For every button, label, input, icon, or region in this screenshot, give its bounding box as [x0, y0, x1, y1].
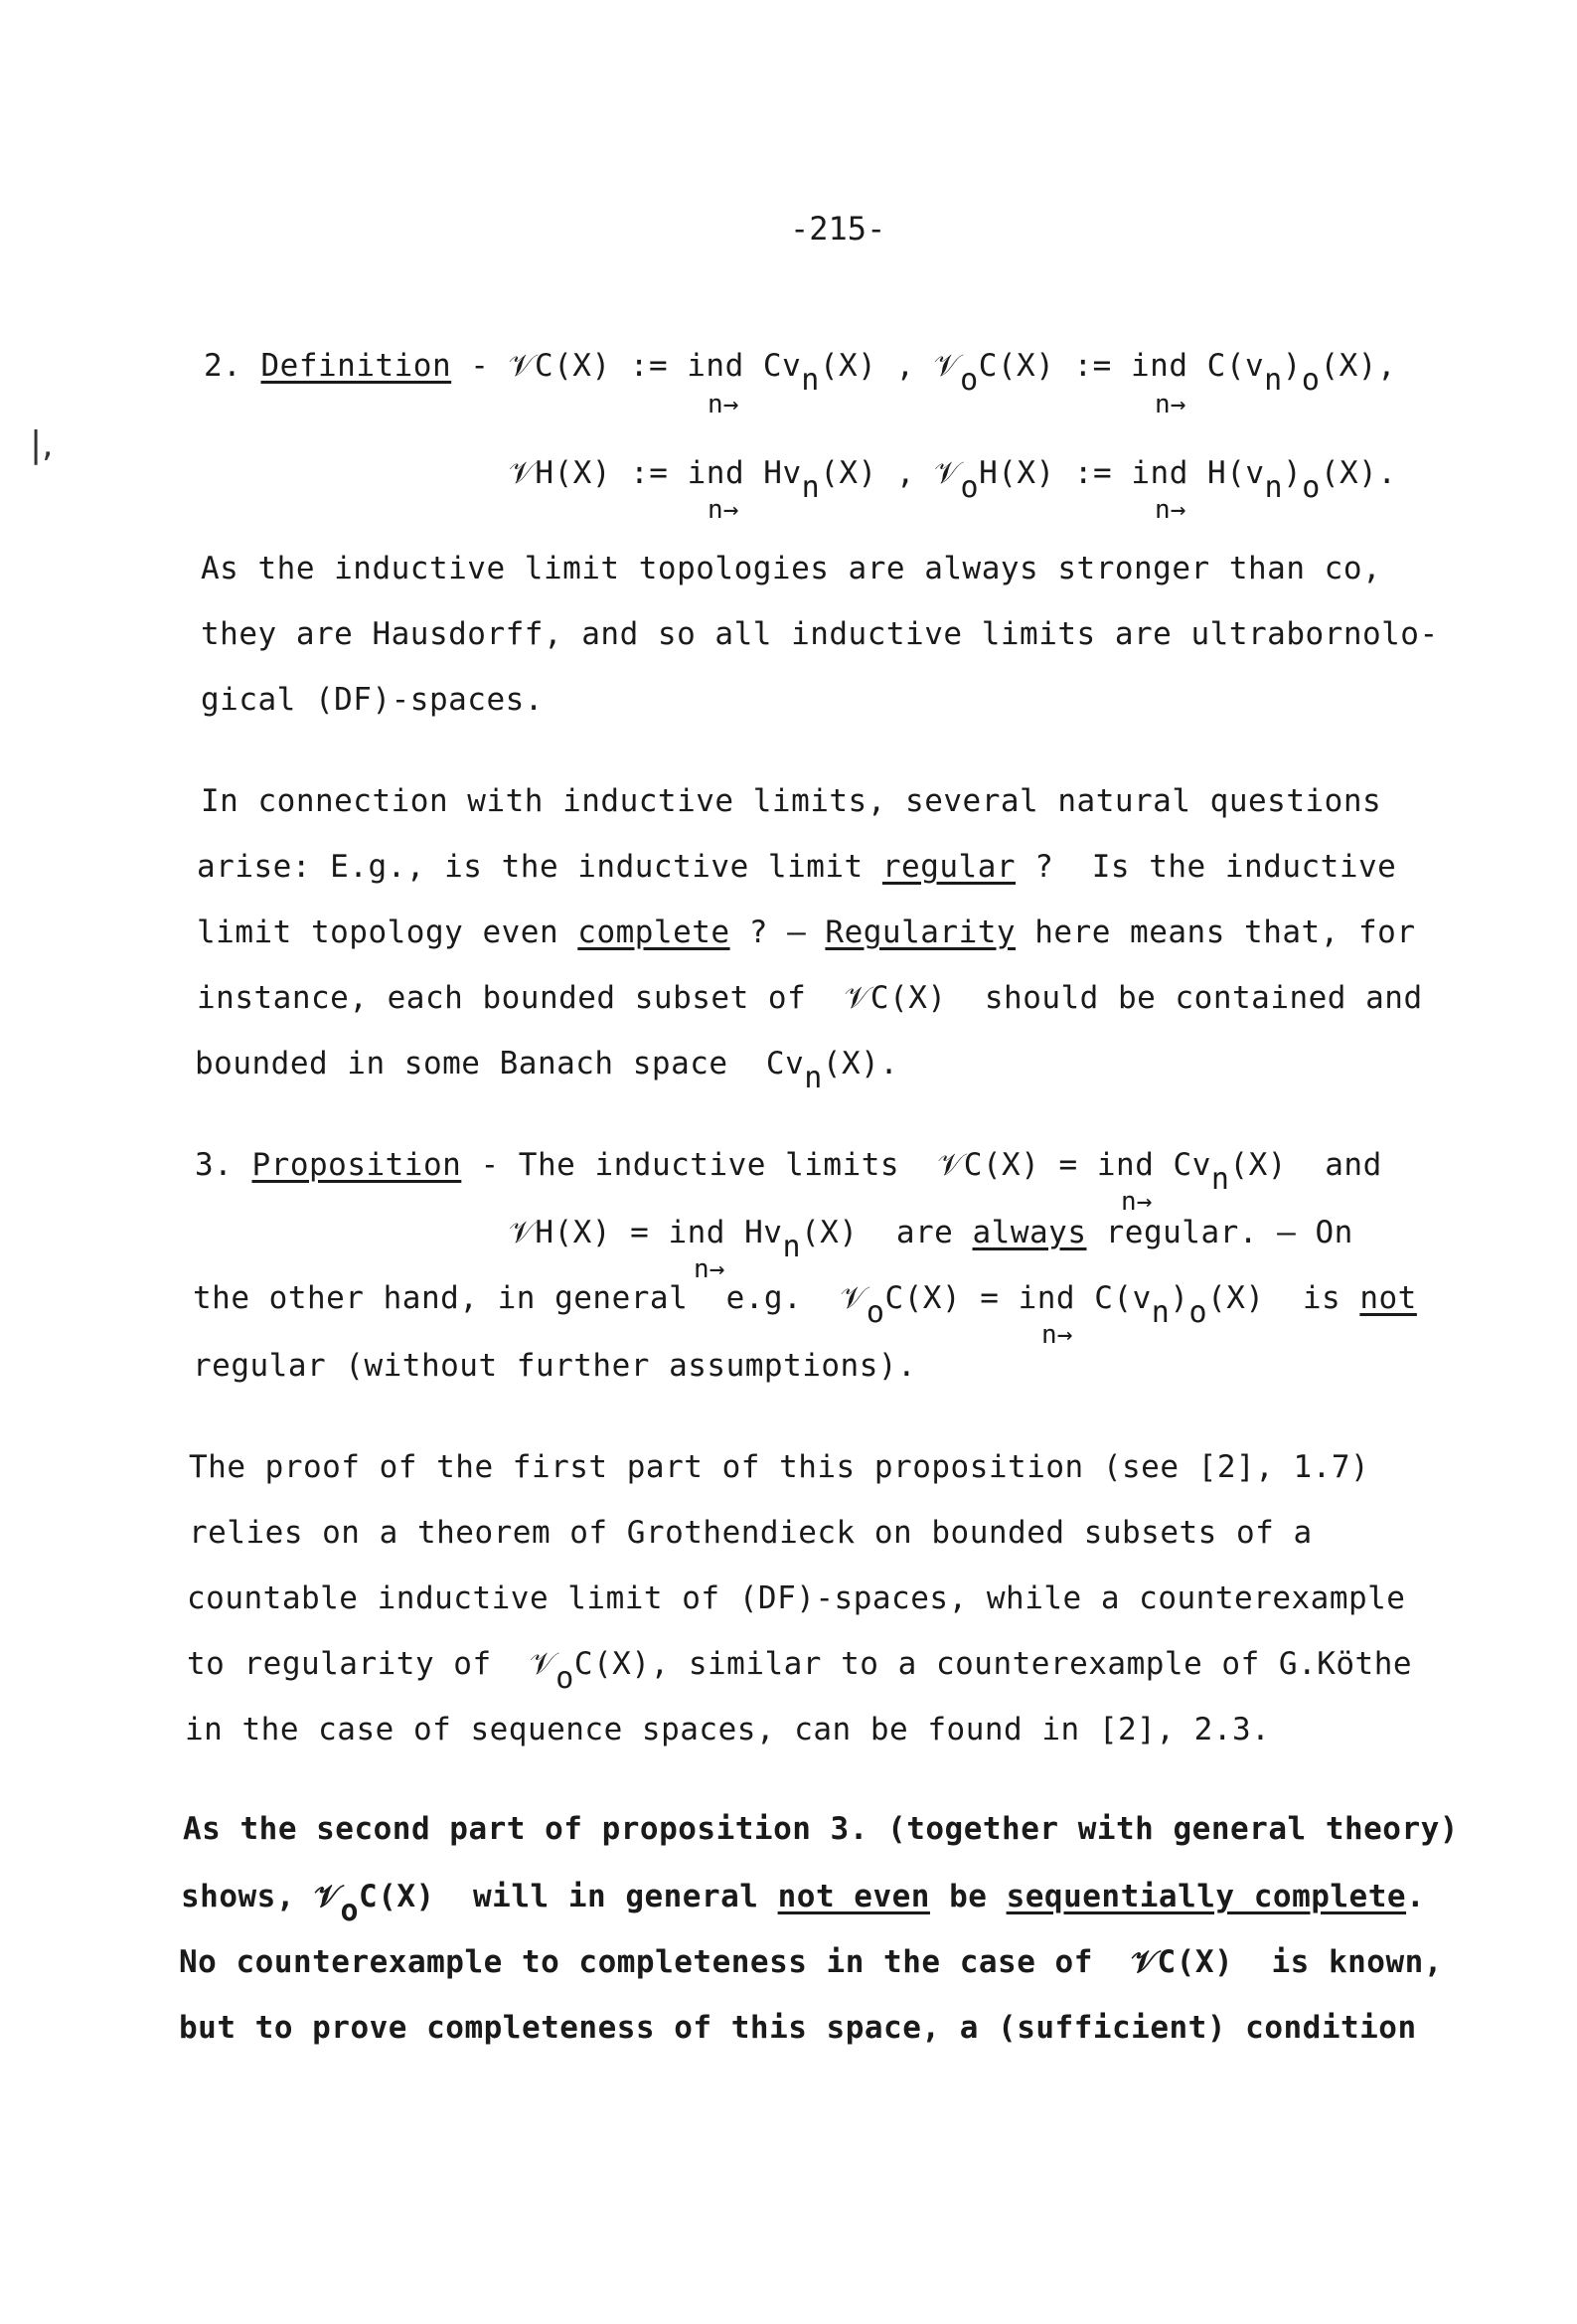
- definition-limit-index: n→: [1155, 495, 1186, 525]
- paragraph-line: As the second part of proposition 3. (together with general theory): [183, 1811, 1459, 1847]
- emphasis-complete: complete: [577, 914, 730, 950]
- paragraph-line: instance, each bounded subset of 𝒱C(X) should be contained and: [197, 980, 1423, 1016]
- paragraph-line: relies on a theorem of Grothendieck on bounded subsets of a: [189, 1515, 1313, 1551]
- paragraph-line: bounded in some Banach space Cvn(X).: [195, 1046, 899, 1095]
- paragraph-line: to regularity of 𝒱oC(X), similar to a counterexample of G.Köthe: [187, 1646, 1413, 1696]
- definition-formula-vc: 𝒱C(X) := ind Cvn(X) , 𝒱oC(X) := ind C(vn)o(X),: [508, 348, 1397, 398]
- proposition-heading: Proposition: [251, 1147, 462, 1183]
- proposition-line-3: the other hand, in general e.g. 𝒱oC(X) = ind C(vn)o(X) is not: [193, 1280, 1417, 1330]
- definition-heading: Definition: [260, 348, 452, 384]
- proposition-limit-index: n→: [694, 1254, 725, 1284]
- emphasis-not: not: [1359, 1280, 1417, 1316]
- paragraph-line: arise: E.g., is the inductive limit regular ? Is the inductive: [197, 849, 1397, 885]
- paragraph-line: they are Hausdorff, and so all inductive limits are ultrabornolo-: [201, 616, 1439, 652]
- emphasis-regular: regular: [881, 849, 1017, 885]
- paragraph-line: in the case of sequence spaces, can be found in [2], 2.3.: [185, 1712, 1271, 1747]
- emphasis-not-even: not even: [777, 1879, 930, 1914]
- proposition-line-1: 3. Proposition - The inductive limits 𝒱C(X) = ind Cvn(X) and: [195, 1147, 1382, 1197]
- emphasis-sequentially-complete: sequentially complete: [1006, 1879, 1407, 1914]
- emphasis-always: always: [972, 1215, 1087, 1250]
- margin-mark: |,: [30, 424, 54, 465]
- definition-line-1: 2. Definition - 𝒱C(X) := ind Cvn(X) , 𝒱oC(X) := ind C(vn)o(X),: [204, 348, 1397, 398]
- definition-limit-index: n→: [708, 495, 739, 525]
- paragraph-line: shows, 𝒱oC(X) will in general not even be sequentially complete.: [181, 1879, 1426, 1928]
- definition-limit-index: n→: [708, 390, 739, 419]
- paragraph-line: but to prove completeness of this space, a (sufficient) condition: [179, 2010, 1417, 2046]
- paragraph-line: As the inductive limit topologies are always stronger than co,: [201, 551, 1382, 586]
- paragraph-line: The proof of the first part of this proposition (see [2], 1.7): [189, 1449, 1370, 1485]
- proposition-line-4: regular (without further assumptions).: [193, 1348, 917, 1384]
- emphasis-regularity: Regularity: [825, 914, 1017, 950]
- paragraph-line: limit topology even complete ? — Regularity here means that, for: [197, 914, 1416, 950]
- paragraph-line: gical (DF)-spaces.: [201, 682, 544, 718]
- page-number: -215-: [790, 210, 886, 248]
- proposition-limit-index: n→: [1121, 1187, 1153, 1217]
- definition-line-2: 𝒱H(X) := ind Hvn(X) , 𝒱oH(X) := ind H(vn)o(X).: [509, 455, 1397, 505]
- paragraph-line: No counterexample to completeness in the case of 𝒱C(X) is known,: [179, 1944, 1443, 1980]
- paragraph-line: countable inductive limit of (DF)-spaces, while a counterexample: [187, 1580, 1406, 1616]
- proposition-line-2: 𝒱H(X) = ind Hvn(X) are always regular. — On: [509, 1215, 1353, 1264]
- proposition-limit-index: n→: [1041, 1320, 1073, 1350]
- definition-limit-index: n→: [1155, 390, 1186, 419]
- paragraph-line: In connection with inductive limits, several natural questions: [201, 783, 1382, 819]
